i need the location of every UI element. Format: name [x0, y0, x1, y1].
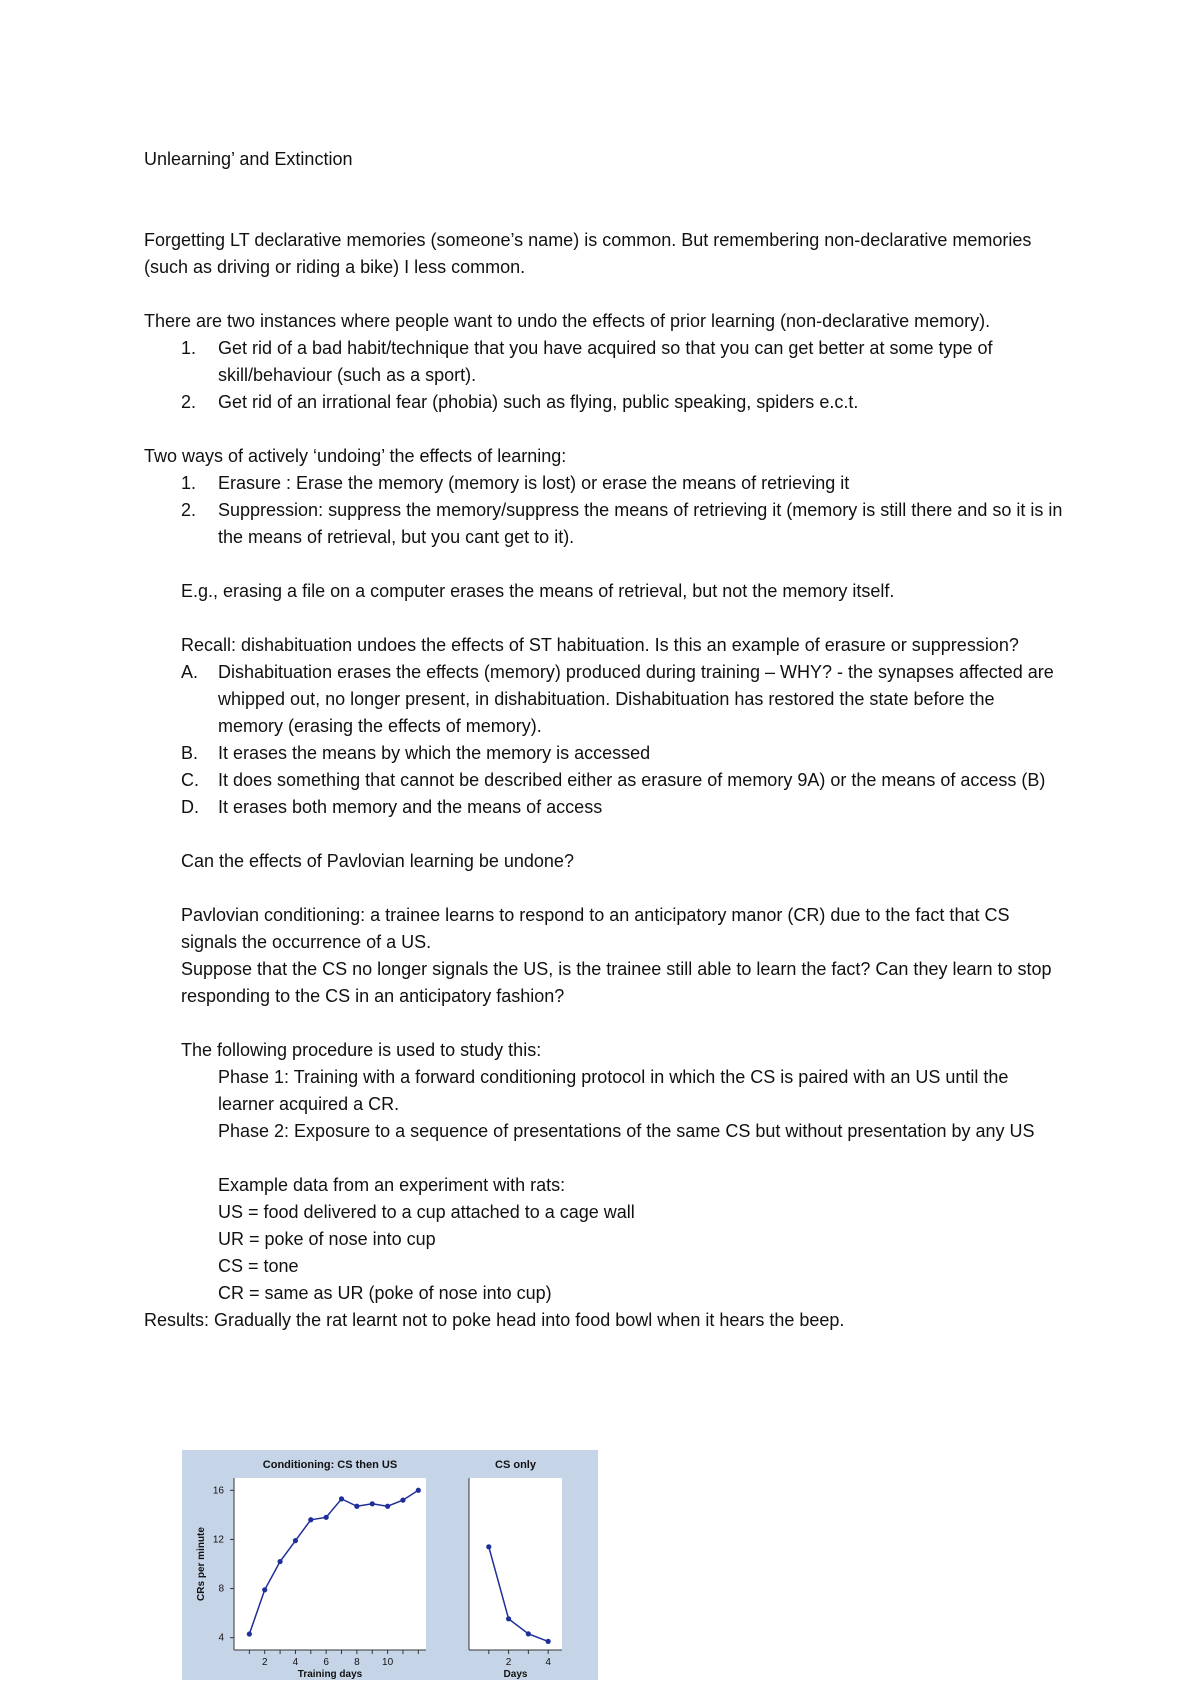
conditioning-y-tick-label: 16 — [212, 1485, 224, 1497]
conditioning-data-point — [400, 1498, 405, 1503]
conditioning-data-point — [339, 1496, 344, 1501]
list-text: Erasure : Erase the memory (memory is lost) or erase the means of retrieving it — [218, 473, 850, 493]
conditioning-data-point — [416, 1488, 421, 1493]
conditioning-data-point — [293, 1538, 298, 1543]
conditioning-plot-area — [234, 1478, 426, 1650]
conditioning-y-tick-label: 4 — [218, 1632, 224, 1644]
paragraph-recall: Recall: dishabituation undoes the effects of ST habituation. Is this an example of erasure or suppression? — [181, 635, 1019, 655]
cs-only-data-point — [546, 1639, 551, 1644]
list-item — [181, 659, 1064, 740]
list-text: Dishabituation erases the effects (memory) produced during training – WHY? - the synapses affected are whipped out, no longer present, in dishabituation. Dishabituation has restored the state before the memory (erasing the effects of memory). — [218, 662, 1054, 736]
conditioning-title: Conditioning: CS then US — [262, 1459, 398, 1471]
paragraph-pavlovian-conditioning: Pavlovian conditioning: a trainee learns to respond to an anticipatory manor (CR) due to the fact that CS signals the occurrence of a US. — [181, 905, 1010, 952]
cs-only-title: CS only — [495, 1459, 536, 1471]
document-title: Unlearning’ and Extinction — [144, 149, 353, 169]
paragraph-two-instances: There are two instances where people want to undo the effects of prior learning (non-declarative memory). — [144, 311, 991, 331]
cs-only-x-tick-label: 2 — [505, 1657, 512, 1668]
document-body — [144, 146, 1064, 1334]
paragraph-procedure: The following procedure is used to study this: — [181, 1040, 542, 1060]
paragraph-results: Results: Gradually the rat learnt not to poke head into food bowl when it hears the beep. — [144, 1310, 845, 1330]
list-number: 1. — [181, 338, 197, 358]
conditioning-y-tick-label: 8 — [218, 1583, 224, 1595]
list-item — [181, 470, 1064, 497]
results-figure — [182, 1450, 598, 1680]
list-item — [181, 794, 1064, 821]
list-text: It erases both memory and the means of access — [218, 797, 603, 817]
paragraph-forgetting: Forgetting LT declarative memories (someone’s name) is common. But remembering non-declarative memories (such as driving or riding a bike) I less common. — [144, 230, 1032, 277]
conditioning-x-tick-label: 10 — [382, 1657, 394, 1668]
conditioning-data-point — [262, 1587, 267, 1592]
conditioning-data-point — [354, 1504, 359, 1509]
conditioning-data-point — [385, 1504, 390, 1509]
example-us: US = food delivered to a cup attached to a cage wall — [218, 1202, 635, 1222]
conditioning-x-tick-label: 2 — [261, 1657, 268, 1668]
cs-only-data-point — [506, 1616, 511, 1621]
paragraph-pavlovian-question: Can the effects of Pavlovian learning be undone? — [181, 851, 574, 871]
conditioning-x-tick-label: 6 — [323, 1657, 329, 1668]
example-cs: CS = tone — [218, 1256, 299, 1276]
conditioning-x-tick-label: 4 — [292, 1657, 299, 1668]
example-heading: Example data from an experiment with rats: — [218, 1175, 566, 1195]
cs-only-x-tick-label: 4 — [545, 1657, 551, 1668]
conditioning-data-point — [308, 1517, 313, 1522]
list-item — [181, 335, 1064, 389]
cs-only-x-axis-label: Days — [503, 1669, 528, 1680]
paragraph-two-ways: Two ways of actively ‘undoing’ the effects of learning: — [144, 446, 567, 466]
conditioning-data-point — [247, 1631, 252, 1636]
list-item — [181, 740, 1064, 767]
list-text: It erases the means by which the memory is accessed — [218, 743, 651, 763]
paragraph-example-file: E.g., erasing a file on a computer erases the means of retrieval, but not the memory itself. — [181, 581, 895, 601]
list-number: 2. — [181, 392, 197, 412]
list-letter: D. — [181, 797, 199, 817]
paragraph-phase-2: Phase 2: Exposure to a sequence of presentations of the same CS but without presentation by any US — [218, 1121, 1035, 1141]
list-item — [181, 497, 1064, 551]
list-item — [181, 389, 1064, 416]
conditioning-data-point — [277, 1559, 282, 1564]
list-letter: C. — [181, 770, 199, 790]
conditioning-y-tick-label: 12 — [212, 1534, 224, 1546]
conditioning-data-point — [324, 1515, 329, 1520]
list-item — [181, 767, 1064, 794]
list-number: 1. — [181, 473, 197, 493]
list-text: Suppression: suppress the memory/suppress the means of retrieving it (memory is still there and so it is in the means of retrieval, but you cant get to it). — [218, 500, 1063, 547]
example-cr: CR = same as UR (poke of nose into cup) — [218, 1283, 552, 1303]
list-text: It does something that cannot be described either as erasure of memory 9A) or the means of access (B) — [218, 770, 1046, 790]
paragraph-suppose: Suppose that the CS no longer signals the US, is the trainee still able to learn the fact? Can they learn to stop responding to the CS in an anticipatory fashion? — [181, 959, 1052, 1006]
conditioning-x-tick-label: 8 — [354, 1657, 360, 1668]
paragraph-phase-1: Phase 1: Training with a forward conditioning protocol in which the CS is paired with an US until the learner acquired a CR. — [218, 1067, 1009, 1114]
list-text: Get rid of an irrational fear (phobia) such as flying, public speaking, spiders e.c.t. — [218, 392, 859, 412]
list-text: Get rid of a bad habit/technique that you have acquired so that you can get better at some type of skill/behaviour (such as a sport). — [218, 338, 993, 385]
example-ur: UR = poke of nose into cup — [218, 1229, 436, 1249]
list-letter: A. — [181, 662, 199, 682]
cs-only-data-point — [486, 1544, 491, 1549]
conditioning-x-axis-label: Training days — [297, 1669, 363, 1680]
conditioning-y-axis-label: CRs per minute — [196, 1527, 207, 1601]
list-letter: B. — [181, 743, 199, 763]
cs-only-data-point — [526, 1631, 531, 1636]
list-number: 2. — [181, 500, 197, 520]
conditioning-data-point — [370, 1501, 375, 1506]
results-chart — [182, 1450, 598, 1680]
